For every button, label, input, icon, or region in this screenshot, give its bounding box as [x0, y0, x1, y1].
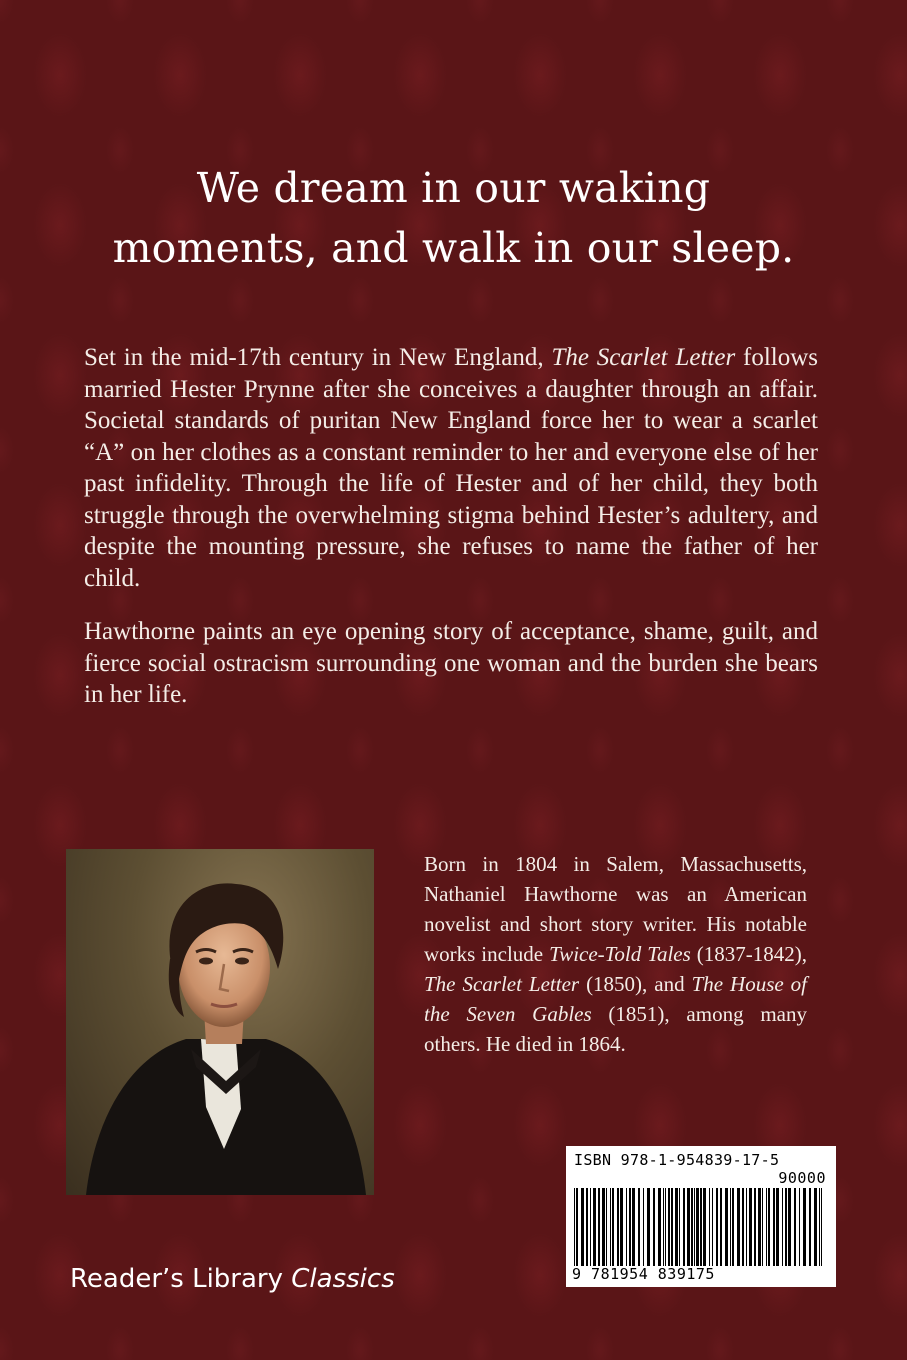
barcode-bar	[754, 1188, 756, 1266]
barcode-bar	[668, 1188, 670, 1266]
barcode-bar	[658, 1188, 661, 1266]
quote-line-2: moments, and walk in our sleep.	[112, 224, 795, 272]
bio-work-title: The House of the Seven Gables	[424, 972, 807, 1026]
barcode-bar	[762, 1188, 763, 1266]
barcode-bar	[581, 1188, 584, 1266]
barcode-bar	[665, 1188, 666, 1266]
barcode-bar	[643, 1188, 644, 1266]
price-code: 90000	[778, 1169, 826, 1187]
barcode-bar	[632, 1188, 635, 1266]
barcode-bar	[626, 1188, 627, 1266]
bio-text: (1851), among many others. He died in 1864.	[424, 1002, 807, 1056]
barcode-bar	[606, 1188, 607, 1266]
bio-text: (1850), and	[579, 972, 692, 996]
barcode-bar	[809, 1188, 811, 1266]
barcode-bar	[590, 1188, 591, 1266]
barcode-bar	[629, 1188, 631, 1266]
barcode-bar	[819, 1188, 820, 1266]
author-biography	[424, 849, 807, 1059]
barcode-bar	[720, 1188, 722, 1266]
barcode-bar	[574, 1188, 575, 1266]
barcode-bars	[574, 1188, 828, 1266]
barcode-bar	[683, 1188, 685, 1266]
barcode-bar	[814, 1188, 817, 1266]
imprint-series: Classics	[291, 1264, 395, 1294]
bio-work-title: Twice-Told Tales	[549, 942, 691, 966]
barcode-bar	[610, 1188, 611, 1266]
barcode-bar	[758, 1188, 761, 1266]
barcode-bar	[716, 1188, 718, 1266]
barcode-bar	[620, 1188, 623, 1266]
barcode-bar	[709, 1188, 710, 1266]
barcode-bar	[788, 1188, 791, 1266]
barcode-bar	[694, 1188, 695, 1266]
barcode-bar	[785, 1188, 787, 1266]
barcode-bar	[732, 1188, 734, 1266]
isbn-number: ISBN 978-1-954839-17-5	[574, 1151, 780, 1169]
barcode-bar	[675, 1188, 678, 1266]
barcode-bar	[663, 1188, 664, 1266]
barcode-bar	[749, 1188, 752, 1266]
barcode-bar	[647, 1188, 650, 1266]
barcode-bar	[593, 1188, 596, 1266]
barcode-bar	[773, 1188, 775, 1266]
ean-digits: 9 781954 839175	[572, 1265, 715, 1283]
book-title-italic: The Scarlet Letter	[551, 344, 736, 371]
barcode-bar	[598, 1188, 600, 1266]
barcode-bar	[766, 1188, 767, 1266]
barcode-bar	[821, 1188, 822, 1266]
bio-text: Born in 1804 in Salem, Massachusetts, Nathaniel Hawthorne was an American novelist and short story writer. His notable works include	[424, 852, 807, 966]
imprint-name: Reader’s Library	[70, 1264, 292, 1294]
barcode-bar	[671, 1188, 673, 1266]
publisher-imprint	[70, 1264, 395, 1294]
barcode-bar	[776, 1188, 779, 1266]
description-paragraph-1	[84, 342, 818, 594]
barcode-bar	[768, 1188, 770, 1266]
barcode-bar	[730, 1188, 731, 1266]
description-text: Set in the mid-17th century in New England,	[84, 344, 552, 371]
barcode-bar	[653, 1188, 655, 1266]
barcode-bar	[586, 1188, 588, 1266]
barcode-bar	[612, 1188, 614, 1266]
barcode-bar	[782, 1188, 783, 1266]
portrait-painting	[66, 849, 374, 1195]
quote-line-1: We dream in our waking	[196, 164, 711, 212]
barcode-bar	[737, 1188, 740, 1266]
barcode-bar	[679, 1188, 680, 1266]
bio-work-title: The Scarlet Letter	[424, 972, 580, 996]
author-portrait	[66, 849, 374, 1195]
book-description	[84, 342, 818, 711]
back-cover-quote	[40, 158, 867, 278]
barcode-bar	[703, 1188, 706, 1266]
description-paragraph-2: Hawthorne paints an eye opening story of acceptance, shame, guilt, and fierce social ostracism surrounding one woman and the burden she bears in her life.	[84, 618, 818, 708]
barcode-bar	[687, 1188, 690, 1266]
barcode-bar	[638, 1188, 640, 1266]
barcode-bar	[799, 1188, 800, 1266]
barcode-bar	[700, 1188, 702, 1266]
description-text: follows married Hester Prynne after she conceives a daughter through an affair. Societal standards of puritan New England force her to wear a scarlet “A” on her clothes as a constant reminder to her and everyone else of her past infidelity. Through the life of Hester and of her child, they both struggle through the overwhelming stigma behind Hester’s adultery, and despite the mounting pressure, she refuses to name the father of her child.	[84, 344, 819, 592]
barcode-bar	[742, 1188, 744, 1266]
barcode-bar	[794, 1188, 796, 1266]
isbn-barcode	[566, 1146, 836, 1287]
barcode-bar	[617, 1188, 619, 1266]
barcode-bar	[691, 1188, 693, 1266]
bio-text: (1837-1842),	[690, 942, 808, 966]
barcode-bar	[803, 1188, 806, 1266]
barcode-bar	[576, 1188, 578, 1266]
barcode-bar	[712, 1188, 713, 1266]
barcode-bar	[746, 1188, 747, 1266]
barcode-bar	[725, 1188, 728, 1266]
barcode-bar	[696, 1188, 699, 1266]
barcode-bar	[602, 1188, 605, 1266]
